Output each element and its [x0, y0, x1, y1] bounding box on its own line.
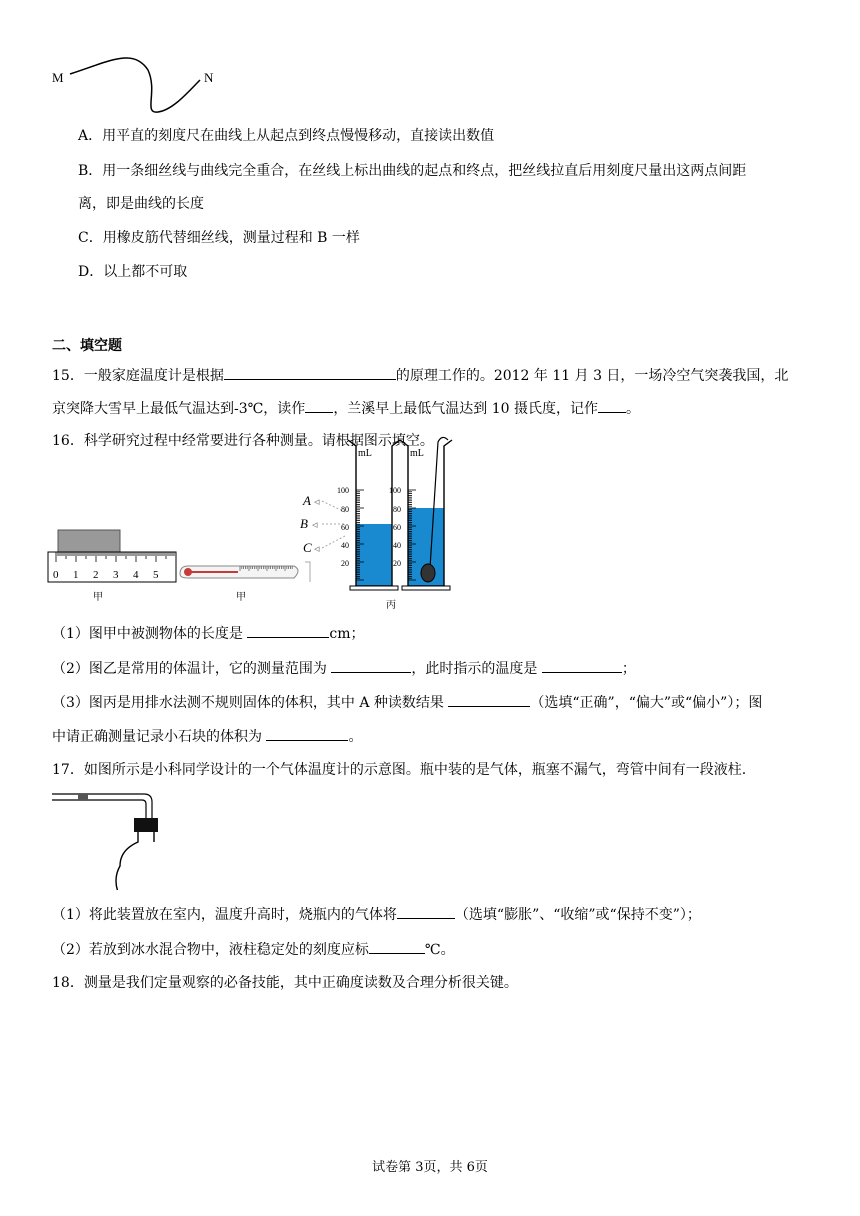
- q17-intro: 17．如图所示是小科同学设计的一个气体温度计的示意图。瓶中装的是气体，瓶塞不漏气，弯管中间有一段液柱.: [52, 762, 747, 778]
- svg-text:◃: ◃: [314, 543, 320, 555]
- cyl1-unit: mL: [358, 448, 372, 459]
- label-yi: 甲: [236, 592, 246, 603]
- graduated-cylinder-2: [400, 437, 452, 590]
- cyl2-tick-60: 60: [393, 523, 401, 532]
- q16-p3-text: （3）图丙是用排水法测不规则固体的体积，其中 A 种读数结果: [52, 695, 444, 711]
- label-jia: 甲: [93, 592, 103, 603]
- measured-block: [58, 530, 120, 552]
- q15-text-d: ，兰溪早上最低气温达到 10 摄氏度，记作: [333, 401, 599, 417]
- q17-blank-2[interactable]: [369, 939, 425, 954]
- option-a: A．用平直的刻度尺在曲线上从起点到终点慢慢移动，直接读出数值: [78, 128, 495, 144]
- q16-part3: [52, 692, 762, 713]
- label-m: M: [52, 70, 64, 85]
- q16-blank-2[interactable]: [331, 658, 411, 673]
- q16-p2-text: （2）图乙是常用的体温计，它的测量范围为: [52, 661, 327, 677]
- q16-p2-text-c: ；: [621, 661, 636, 677]
- q16-blank-4[interactable]: [448, 692, 530, 707]
- cyl1-tick-60: 60: [341, 523, 349, 532]
- q15-blank-1[interactable]: [224, 365, 396, 380]
- section-title: 二、填空题: [52, 337, 122, 353]
- q16-figure: [40, 432, 480, 617]
- liquid-column: [78, 794, 88, 800]
- q15-blank-3[interactable]: [598, 398, 626, 413]
- ruler-tick-2: 2: [93, 569, 99, 581]
- page-footer: 试卷第 3页，共 6页: [372, 1160, 488, 1175]
- label-b: B: [300, 516, 308, 531]
- curve-mn: [70, 58, 200, 112]
- q15-text-e: 。: [626, 401, 641, 417]
- label-n: N: [204, 70, 214, 85]
- q15-blank-2[interactable]: [305, 398, 333, 413]
- cyl2-unit: mL: [410, 448, 424, 459]
- q15-line1: [52, 365, 788, 386]
- q15-text-a: 15．一般家庭温度计是根据: [52, 368, 224, 384]
- q16-p1-unit: cm；: [329, 626, 365, 642]
- q16-p3-text-d: 。: [348, 729, 363, 745]
- svg-text:◃: ◃: [312, 519, 318, 531]
- label-a: A: [303, 493, 311, 508]
- q16-p2-text-b: ，此时指示的温度是: [411, 661, 538, 677]
- q18-text: 18．测量是我们定量观察的必备技能，其中正确度读数及合理分析很关键。: [52, 975, 518, 991]
- stopper: [134, 818, 158, 832]
- ruler-tick-5: 5: [153, 569, 159, 581]
- label-bing: 丙: [386, 600, 396, 611]
- cyl2-tick-20: 20: [393, 559, 401, 568]
- gas-thermometer-figure: [48, 788, 168, 890]
- q16-part3-cont: [52, 726, 362, 747]
- q17-part2: [52, 939, 455, 960]
- q17-p1-text-b: （选填“膨胀”、“收缩”或“保持不变”）；: [454, 907, 701, 923]
- option-b-cont: 离，即是曲线的长度: [78, 196, 204, 212]
- q16-blank-5[interactable]: [266, 726, 348, 741]
- option-d: D．以上都不可取: [78, 264, 188, 280]
- q16-p3-text-c: 中请正确测量记录小石块的体积为: [52, 729, 262, 745]
- q15-text-b: 的原理工作的。2012 年 11 月 3 日，一场冷空气突袭我国，北: [395, 368, 789, 384]
- curve-mn-figure: [48, 52, 228, 122]
- q15-text-c: 京突降大雪早上最低气温达到-3℃，读作: [52, 401, 306, 417]
- stone: [421, 564, 435, 582]
- cyl2-tick-40: 40: [393, 541, 401, 550]
- cyl1-tick-40: 40: [341, 541, 349, 550]
- cyl1-tick-80: 80: [341, 505, 349, 514]
- option-c: C．用橡皮筋代替细丝线，测量过程和 B 一样: [78, 230, 360, 246]
- q16-intro: 16．科学研究过程中经常要进行各种测量。请根据图示填空。: [52, 433, 434, 449]
- q16-p3-text-b: （选填“正确”，“偏大”或“偏小”）；图: [530, 695, 763, 711]
- q16-p1-text: （1）图甲中被测物体的长度是: [52, 626, 243, 642]
- clinical-thermometer: [180, 566, 298, 578]
- cyl1-tick-20: 20: [341, 559, 349, 568]
- ruler-tick-1: 1: [73, 569, 79, 581]
- q17-p1-text: （1）将此装置放在室内，温度升高时，烧瓶内的气体将: [52, 907, 397, 923]
- ruler-tick-0: 0: [53, 569, 59, 581]
- q15-line2: [52, 398, 640, 419]
- option-b: B．用一条细丝线与曲线完全重合，在丝线上标出曲线的起点和终点，把丝线拉直后用刻度尺量出这两点间距: [78, 163, 747, 179]
- cyl1-tick-100: 100: [337, 486, 349, 495]
- q16-blank-3[interactable]: [542, 658, 622, 673]
- q16-part1: [52, 623, 365, 644]
- q17-part1: [52, 904, 701, 925]
- ruler-tick-3: 3: [113, 569, 119, 581]
- cyl2-tick-100: 100: [389, 486, 401, 495]
- q17-p2-text-b: ℃。: [424, 942, 455, 958]
- label-c: C: [303, 540, 312, 555]
- q17-blank-1[interactable]: [397, 904, 455, 919]
- q16-part2: [52, 658, 636, 679]
- q17-p2-text: （2）若放到冰水混合物中，液柱稳定处的刻度应标: [52, 942, 369, 958]
- ruler-tick-4: 4: [133, 569, 139, 581]
- svg-text:◃: ◃: [314, 496, 320, 508]
- q16-blank-1[interactable]: [247, 623, 329, 638]
- cyl2-tick-80: 80: [393, 505, 401, 514]
